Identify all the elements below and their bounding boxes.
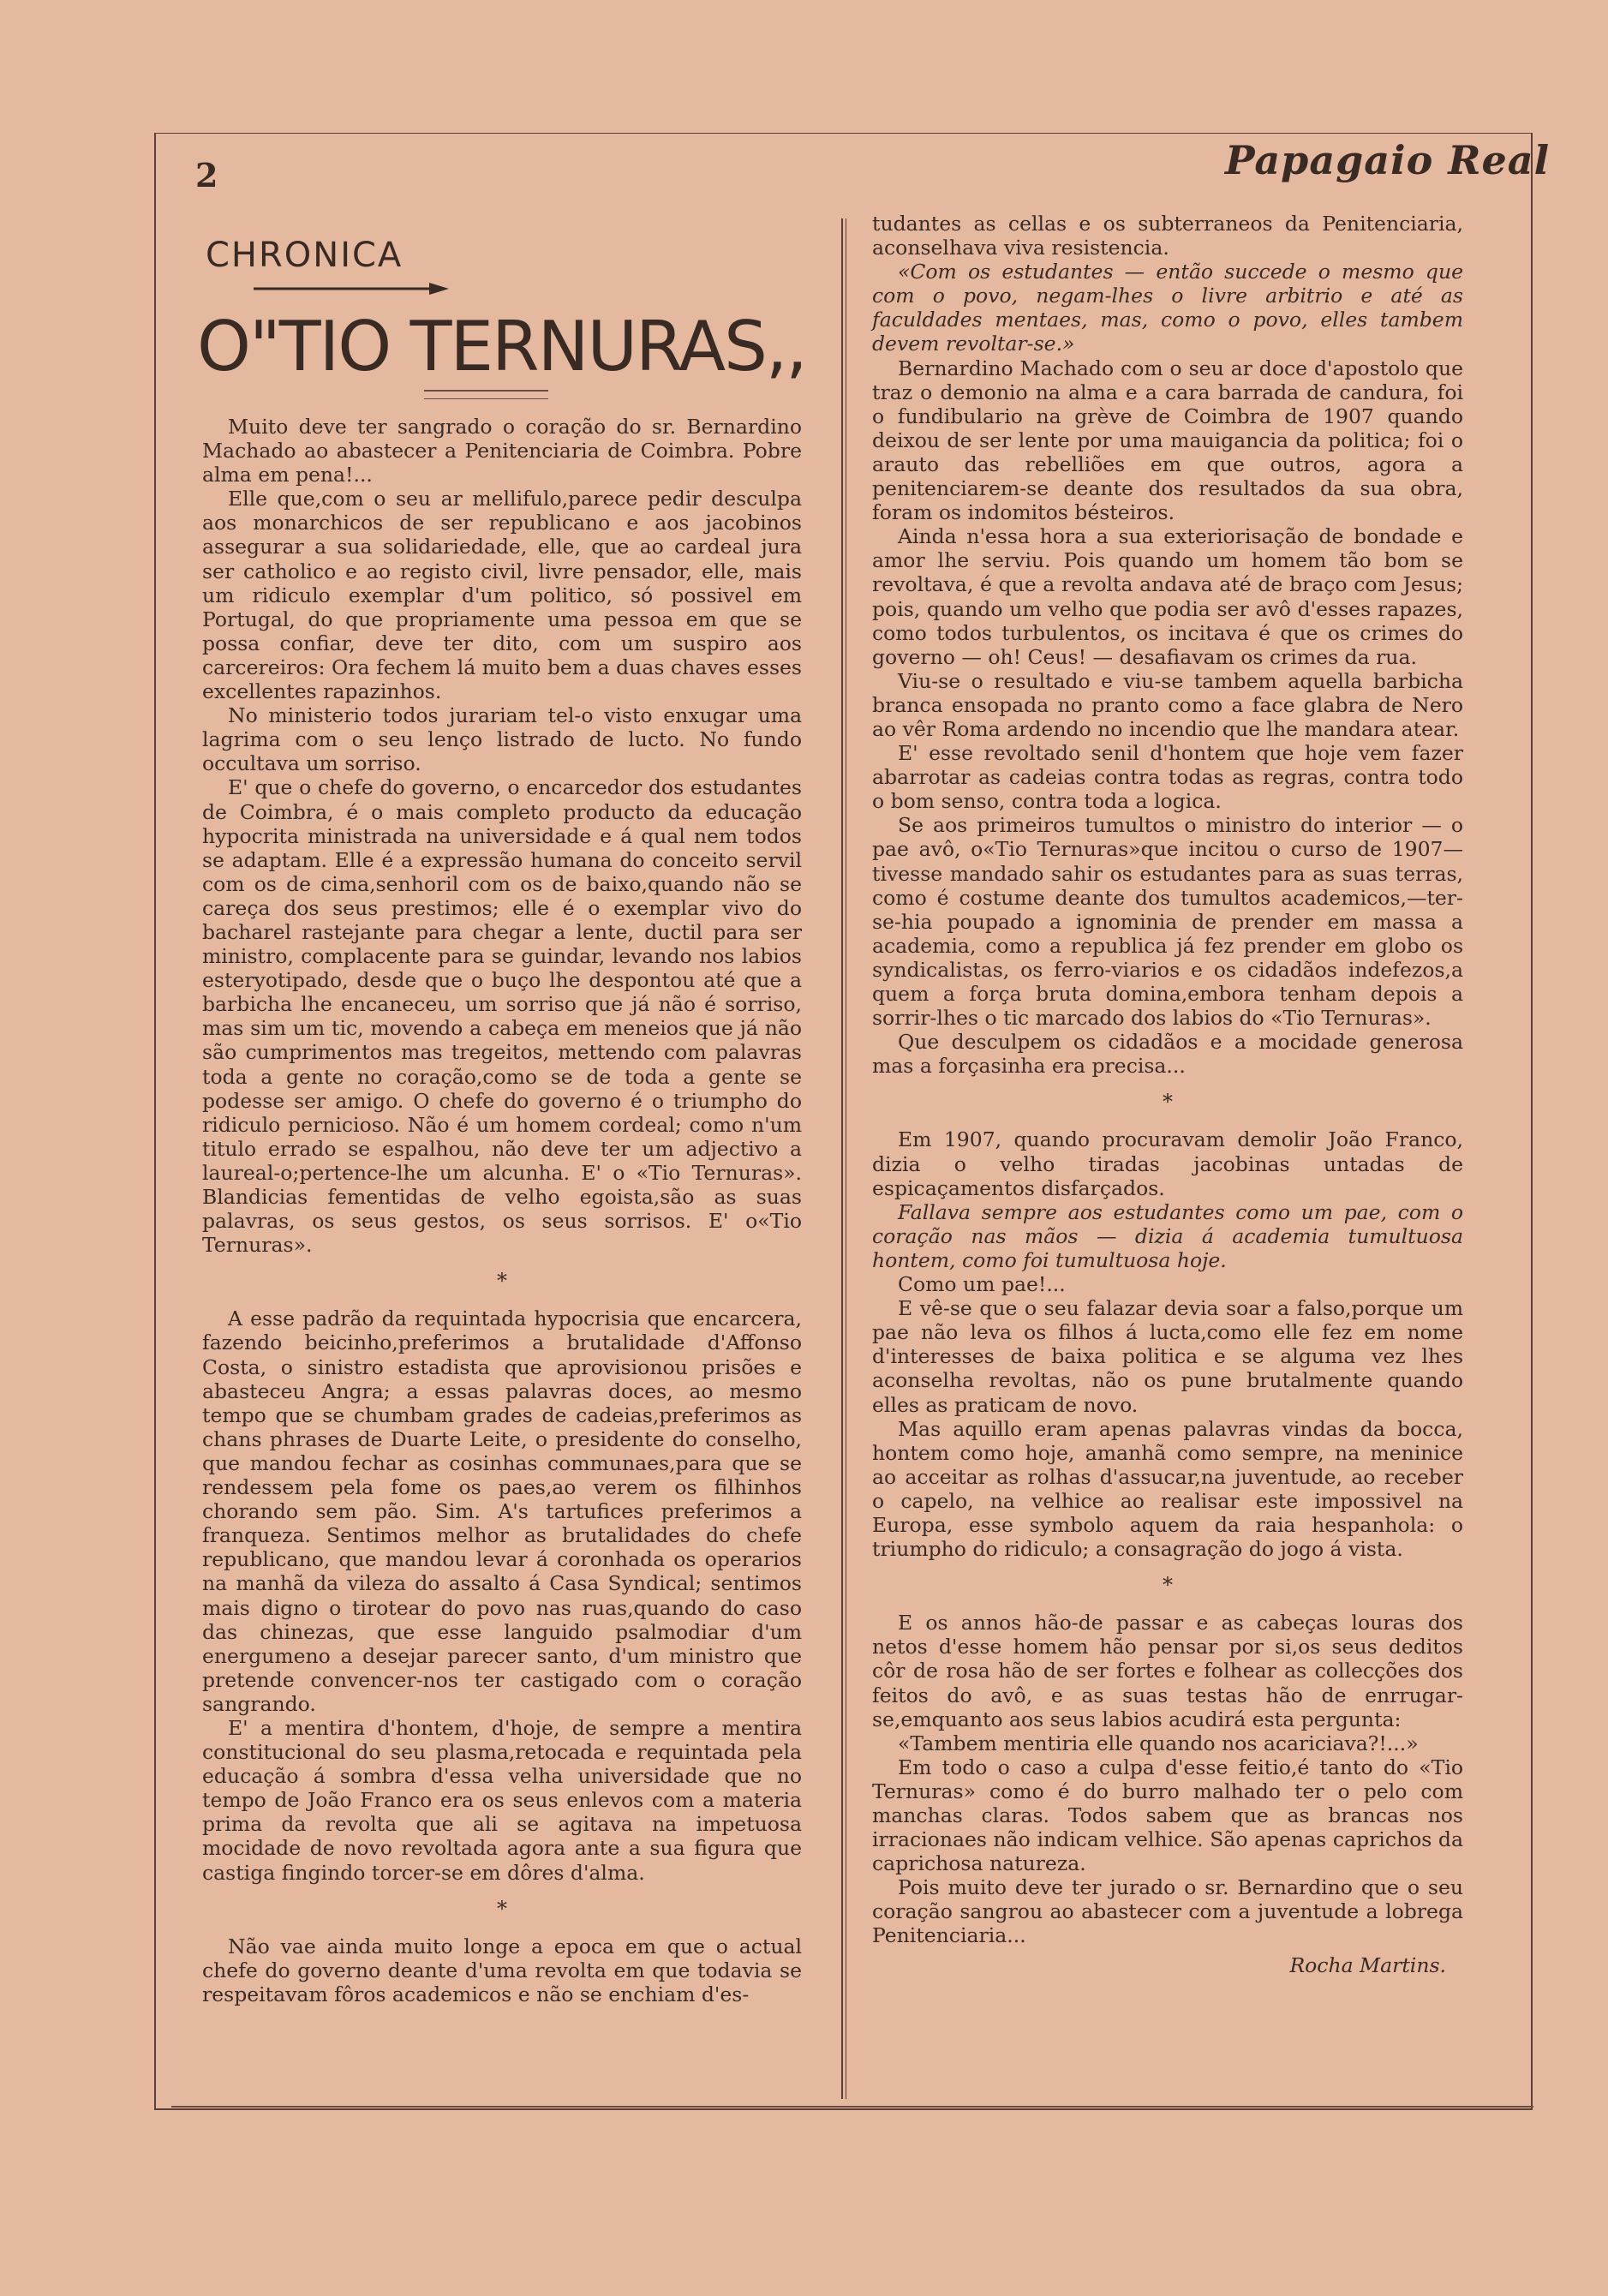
paragraph: Como um pae!... bbox=[898, 1272, 1066, 1297]
paragraph: Pois muito deve ter jurado o sr. Bernardino que o seu coração sangrou ao abastecer com a juventude a lobrega Penitenciaria... bbox=[872, 1875, 1463, 1948]
frame-bottom-rule bbox=[171, 2106, 1533, 2108]
paragraph: Em 1907, quando procuravam demolir João Franco, dizia o velho tiradas jacobinas untadas de espicaçamentos disfarçados. bbox=[872, 1127, 1463, 1200]
article-headline: O"TIO TERNURAS,, bbox=[197, 307, 806, 386]
section-break: * bbox=[1163, 1090, 1173, 1115]
headline-rule bbox=[424, 390, 548, 399]
paragraph: E' esse revoltado senil d'hontem que hoje vem fazer abarrotar as cadeias contra todas as regras, contra todo o bom senso, contra toda a logica. bbox=[872, 741, 1463, 814]
paragraph: Ainda n'essa hora a sua exteriorisação de bondade e amor lhe serviu. Pois quando um homem tão bom se revoltava, é que a revolta andava até de braço com Jesus; pois, quando um velho que podia ser avô d'esses rapazes, como todos turbulentos, os incitava é que os crimes do governo — oh! Ceus! — desafiavam os crimes da rua. bbox=[872, 524, 1463, 669]
quote-paragraph: Fallava sempre aos estudantes como um pae, com o coração nas mãos — dizia á academia tumultuosa hontem, como foi tumultuosa hoje. bbox=[872, 1199, 1463, 1272]
quote-paragraph: «Com os estudantes — então succede o mesmo que com o povo, negam-lhes o livre arbitrio e até as faculdades mentaes, mas, como o povo, elles tambem devem revoltar-se.» bbox=[872, 260, 1463, 356]
paragraph: Elle que,com o seu ar mellifulo,parece pedir desculpa aos monarchicos de ser republicano e aos jacobinos assegurar a sua solidariedade, elle, que ao cardeal jura ser catholico e ao registo civil, livre pensador, elle, mais um ridiculo exemplar d'um politico, só possivel em Portugal, do que propriamente uma pessoa em que se possa confiar, deve ter dito, com um suspiro aos carcereiros: Ora fechem lá muito bem a duas chaves esses excellentes rapazinhos. bbox=[202, 487, 802, 704]
paragraph: E' que o chefe do governo, o encarcedor dos estudantes de Coimbra, é o mais completo producto da educação hypocrita ministrada na universidade e á qual nem todos se adaptam. Elle é a expressão humana do conceito servil com os de cima,senhoril com os de baixo,quando não se careça dos seus prestimos; elle é o exemplar vivo do bacharel rastejante para chegar a lente, ductil para ser ministro, complacente para se guindar, levando nos labios esteryotipado, desde que o buço lhe despontou até que a barbicha lhe encaneceu, um sorriso que já não é sorriso, mas sim um tic, movendo a cabeça em meneios que já não são cumprimentos mas tregeitos, mettendo com palavras toda a gente no coração,como se de toda a gente se podesse ser amigo. O chefe do governo é o triumpho do ridiculo pernicioso. Não é um homem cordeal; como n'um titulo errado se espalhou, não deve ter um adjectivo a laureal-o;pertence-lhe um alcunha. E' o «Tio Ternuras». Blandicias fementidas de velho egoista,são as suas palavras, os seus gestos, os seus sorrisos. E' o«Tio Ternuras». bbox=[202, 775, 802, 1258]
section-break: * bbox=[1163, 1573, 1173, 1598]
author-signature: Rocha Martins. bbox=[1289, 1952, 1446, 1977]
paragraph: Bernardino Machado com o seu ar doce d'apostolo que traz o demonio na alma e a cara barrada de candura, foi o fundibulario na grève de Coimbra de 1907 quando deixou de ser lente por uma mauigancia da politica; foi o arauto das rebelliões em que outros, agora a penitenciarem-se deante dos resultados da sua obra, foram os indomitos bésteiros. bbox=[872, 356, 1463, 525]
section-break: * bbox=[497, 1269, 507, 1294]
paragraph: A esse padrão da requintada hypocrisia que encarcera, fazendo beicinho,preferimos a brutalidade d'Affonso Costa, o sinistro estadista que aprovisionou prisões e abasteceu Angra; a essas palavras doces, ao mesmo tempo que se chumbam grades de cadeias,preferimos as chans phrases de Duarte Leite, o presidente do conselho, que mandou fechar as cosinhas communaes,para que se rendessem pela fome os paes,ao verem os filhinhos chorando sem pão. Sim. A's tartufices preferimos a franqueza. Sentimos melhor as brutalidades do chefe republicano, que mandou levar á coronhada os operarios na manhã da vileza do assalto á Casa Syndical; sentimos mais digno o tirotear do povo nas ruas,quando do caso das chinezas, que esse languido psalmodiar d'um energumeno a desejar parecer santo, d'um ministro que pretende convencer-nos ter castigado com o coração sangrando. bbox=[202, 1306, 802, 1716]
paragraph: E vê-se que o seu falazar devia soar a falso,porque um pae não leva os filhos á lucta,como elle fez em nome d'interesses de baixa politica e se alguma vez lhes aconselha revoltas, não os pune brutalmente quando elles as praticam de novo. bbox=[872, 1296, 1463, 1417]
arrow-icon bbox=[254, 280, 449, 297]
section-break: * bbox=[497, 1896, 507, 1921]
paragraph: Mas aquillo eram apenas palavras vindas da bocca, hontem como hoje, amanhã como sempre, na meninice ao acceitar as rolhas d'assucar,na juventude, ao receber o capelo, na velhice ao realisar este impossivel na Europa, esse symbolo aquem da raia hespanhola: o triumpho do ridiculo; a consagração do jogo á vista. bbox=[872, 1416, 1463, 1562]
column-divider bbox=[841, 218, 846, 2099]
paragraph: No ministerio todos jurariam tel-o visto enxugar uma lagrima com o seu lenço listrado de lucto. No fundo occultava um sorriso. bbox=[202, 703, 802, 776]
article-column-right bbox=[872, 212, 1463, 1977]
paragraph: Não vae ainda muito longe a epoca em que o actual chefe do governo deante d'uma revolta em que todavia se respeitavam fôros academicos e não se enchiam d'es- bbox=[202, 1934, 802, 2006]
paragraph: Se aos primeiros tumultos o ministro do interior — o pae avô, o«Tio Ternuras»que incitou o curso de 1907—tivesse mandado sahir os estudantes para as suas terras, como é costume deante dos tumultos academicos,—ter-se-hia poupado a ignominia de prender em massa a academia, como a republica já fez prender em globo os syndicalistas, os ferro-viarios e os cidadãos indefezos,a quem a força bruta domina,embora tenham depois a sorrir-lhes o tic marcado dos labios do «Tio Ternuras». bbox=[872, 813, 1463, 1031]
paragraph: E' a mentira d'hontem, d'hoje, de sempre a mentira constitucional do seu plasma,retocada e requintada pela educação á sombra d'essa velha universidade que no tempo de João Franco era os seus enlevos com a materia prima da revolta que ali se agitava na impetuosa mocidade de novo revoltada agora ante a sua figura que castiga fingindo torcer-se em dôres d'alma. bbox=[202, 1715, 802, 1885]
section-title: CHRONICA bbox=[206, 236, 403, 275]
paragraph: Viu-se o resultado e viu-se tambem aquella barbicha branca ensopada no pranto como a face glabra de Nero ao vêr Roma ardendo no incendio que lhe mandara atear. bbox=[872, 668, 1463, 741]
article-column-left bbox=[202, 415, 802, 2006]
page-number: 2 bbox=[195, 156, 218, 194]
paragraph: «Tambem mentiria elle quando nos acariciava?!...» bbox=[898, 1731, 1419, 1755]
masthead: Papagaio Real bbox=[1225, 137, 1551, 183]
paragraph: E os annos hão-de passar e as cabeças louras dos netos d'esse homem hão pensar por si,os seus deditos côr de rosa hão de ser fortes e folhear as collecções dos feitos do avô, e as suas testas hão de enrrugar-se,emquanto aos seus labios acudirá esta pergunta: bbox=[872, 1611, 1463, 1731]
paragraph: Muito deve ter sangrado o coração do sr. Bernardino Machado ao abastecer a Penitenciaria de Coimbra. Pobre alma em pena!... bbox=[202, 415, 802, 487]
section-heading bbox=[206, 236, 454, 313]
paragraph: Em todo o caso a culpa d'esse feitio,é tanto do «Tio Ternuras» como é do burro malhado ter o pelo com manchas claras. Todos sabem que as brancas nos irracionaes não indicam velhice. São apenas caprichos da caprichosa natureza. bbox=[872, 1755, 1463, 1876]
paragraph: Que desculpem os cidadãos e a mocidade generosa mas a forçasinha era precisa... bbox=[872, 1030, 1463, 1079]
paragraph: tudantes as cellas e os subterraneos da Penitenciaria, aconselhava viva resistencia. bbox=[872, 212, 1463, 260]
